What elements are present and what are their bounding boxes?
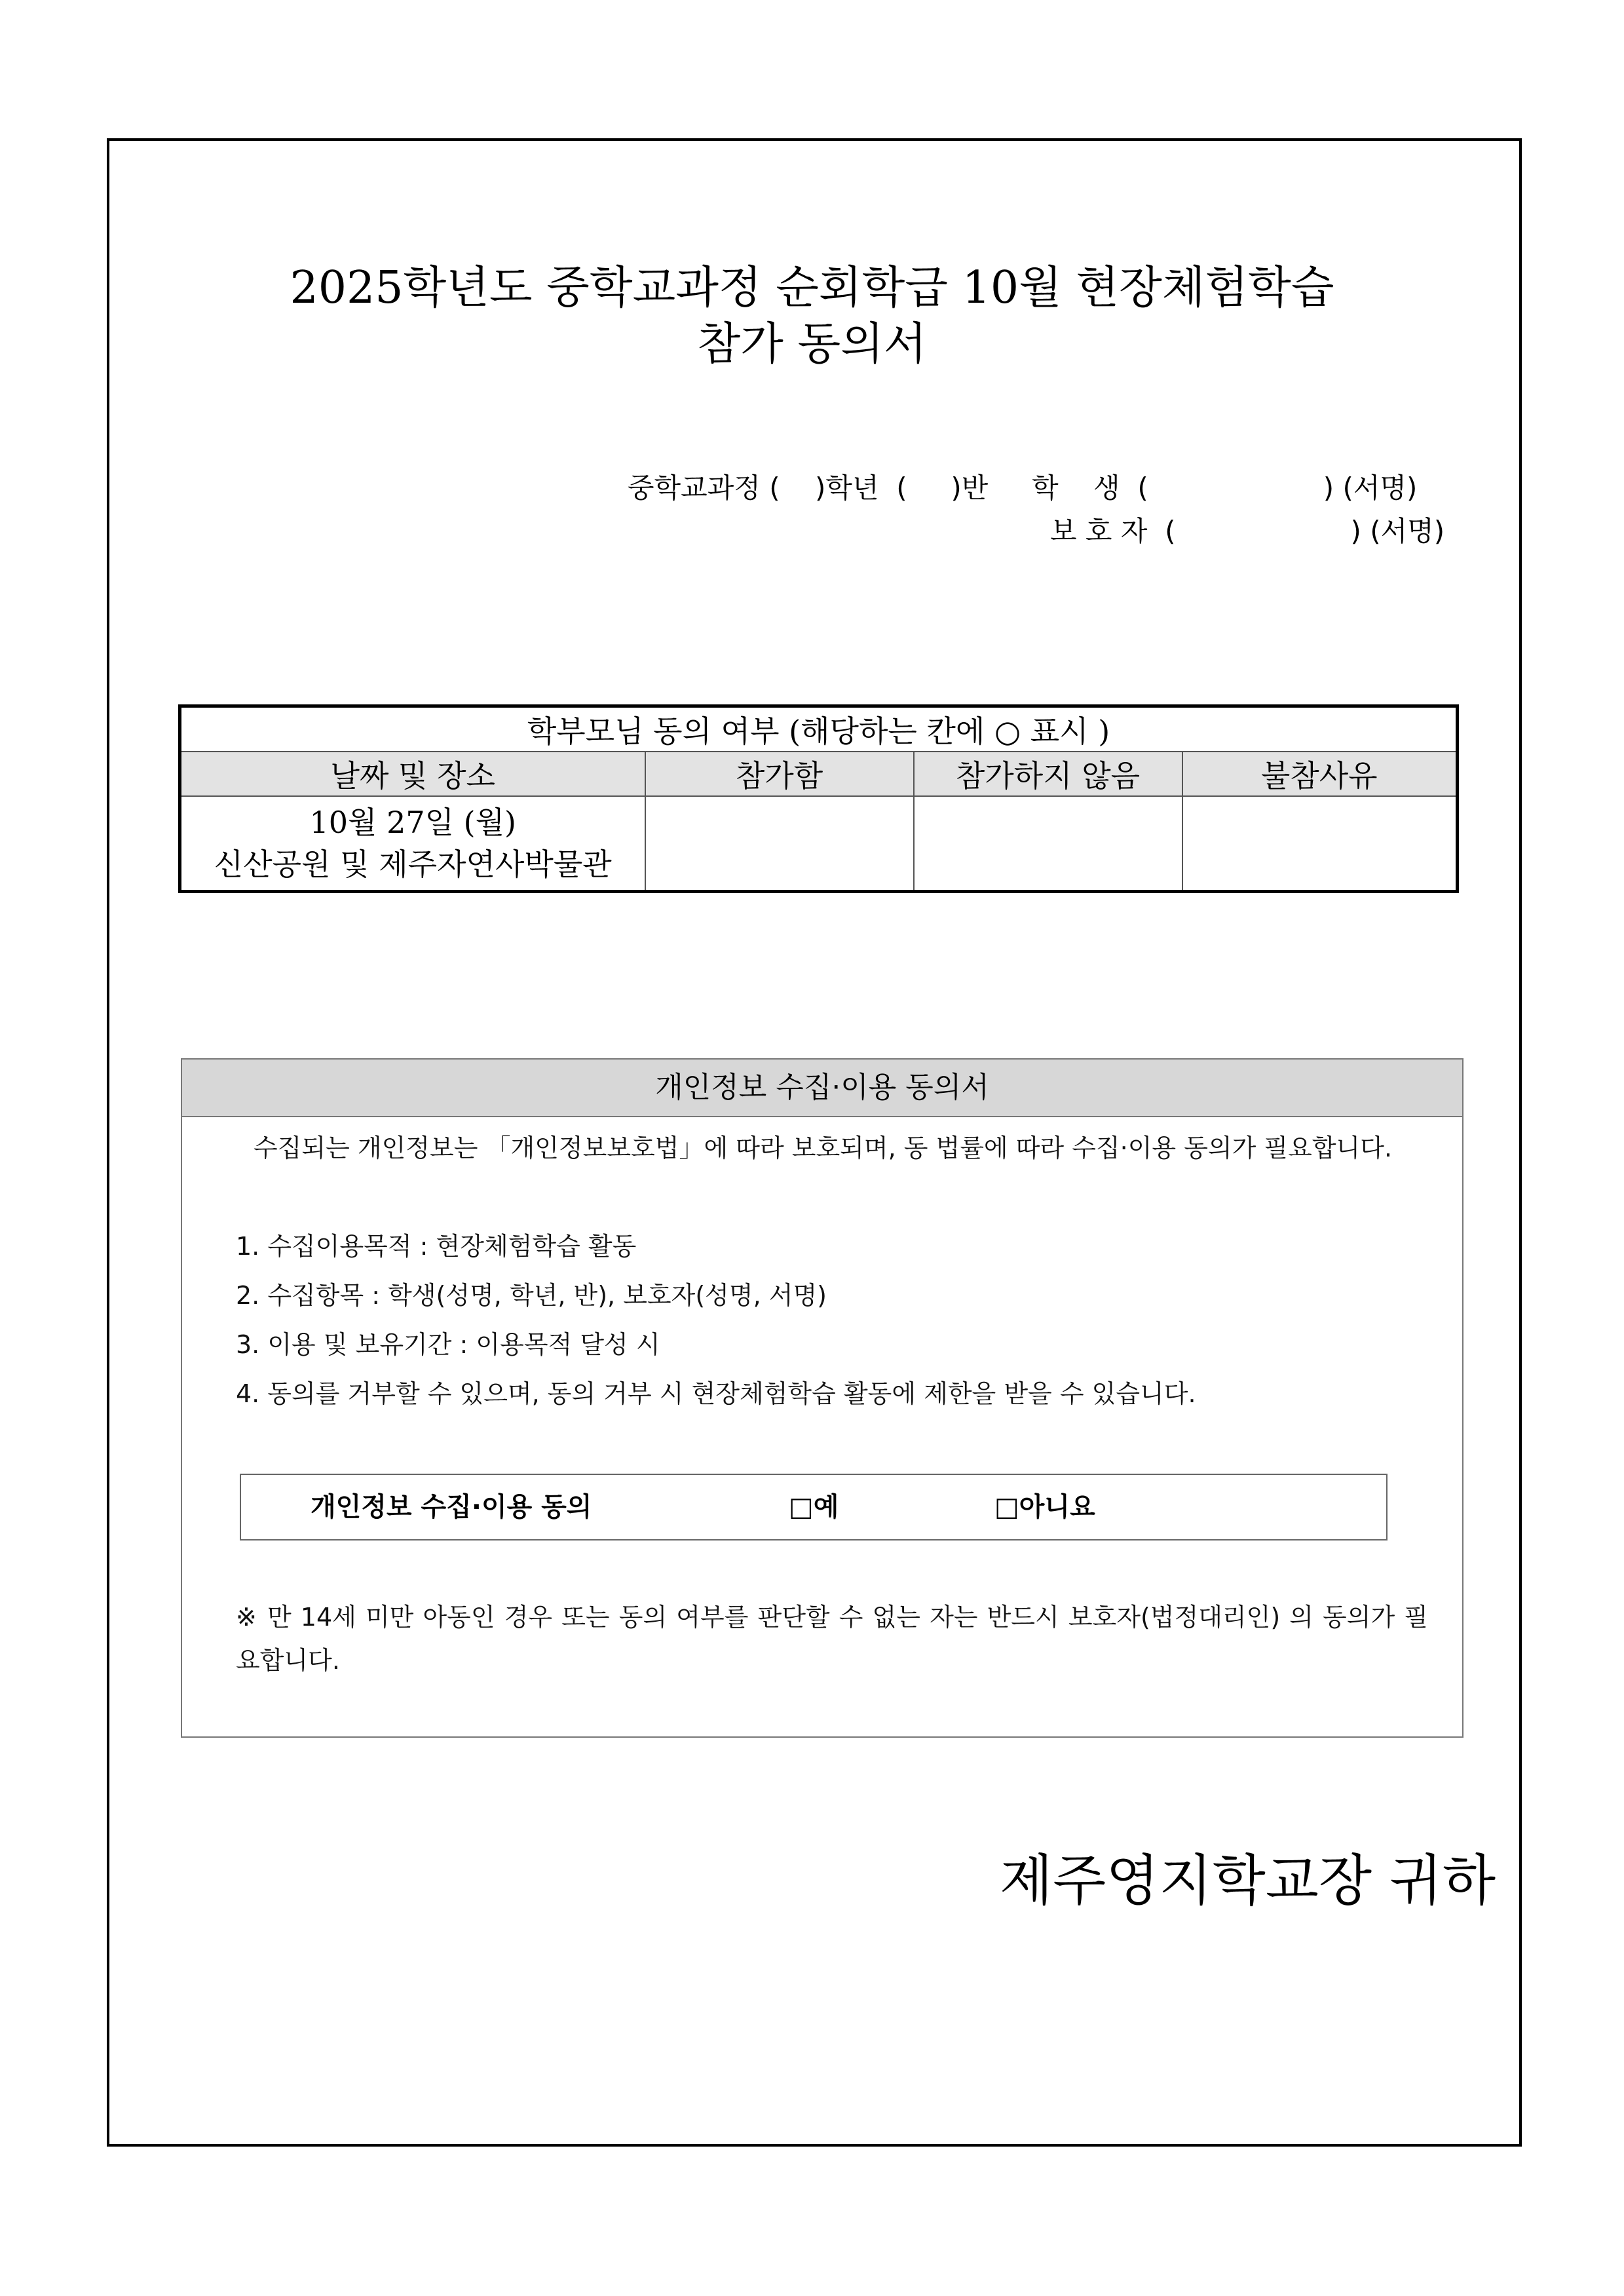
guardian-signature-line: 보 호 자 ( ) (서명) <box>1050 515 1445 547</box>
yes-checkbox[interactable]: □예 <box>789 1492 839 1522</box>
addressee: 제주영지학교장 귀하 <box>1000 1848 1496 1913</box>
date-place-cell <box>180 796 645 892</box>
privacy-agree-box <box>240 1474 1388 1540</box>
column-header-reason: 불참사유 <box>1182 752 1458 796</box>
consent-table-header: 학부모님 동의 여부 (해당하는 칸에 ○ 표시 ) <box>180 706 1458 752</box>
privacy-agree-label: 개인정보 수집·이용 동의 <box>311 1492 592 1522</box>
attend-cell[interactable] <box>645 796 914 892</box>
guardian-note: ※ 만 14세 미만 아동인 경우 또는 동의 여부를 판단할 수 없는 자는 반드시 보호자(법정대리인) 의 동의가 필요합니다. <box>236 1603 1428 1675</box>
document-title-line2: 참가 동의서 <box>697 318 927 370</box>
event-place: 신산공원 및 제주자연사박물관 <box>214 847 612 882</box>
no-checkbox[interactable]: □아니요 <box>994 1492 1095 1522</box>
privacy-consent-box <box>181 1058 1463 1738</box>
privacy-intro: 수집되는 개인정보는 「개인정보보호법」에 따라 보호되며, 동 법률에 따라 수집·이용 동의가 필요합니다. <box>253 1134 1393 1162</box>
reason-cell[interactable] <box>1182 796 1458 892</box>
document-title-line1: 2025학년도 중학교과정 순회학급 10월 현장체험학습 <box>290 262 1334 314</box>
student-signature-line: 중학교과정 ( )학년 ( )반 학 생 ( ) (서명) <box>628 472 1418 504</box>
privacy-heading: 개인정보 수집·이용 동의서 <box>182 1060 1462 1117</box>
column-header-not-attend: 참가하지 않음 <box>914 752 1182 796</box>
privacy-item: 3. 이용 및 보유기간 : 이용목적 달성 시 <box>236 1330 660 1359</box>
column-header-attend: 참가함 <box>645 752 914 796</box>
event-date: 10월 27일 (월) <box>309 805 516 840</box>
privacy-item: 4. 동의를 거부할 수 있으며, 동의 거부 시 현장체험학습 활동에 제한을 받을 수 있습니다. <box>236 1379 1196 1408</box>
column-header-date-place: 날짜 및 장소 <box>180 752 645 796</box>
not-attend-cell[interactable] <box>914 796 1182 892</box>
privacy-item: 2. 수집항목 : 학생(성명, 학년, 반), 보호자(성명, 서명) <box>236 1281 827 1310</box>
privacy-item: 1. 수집이용목적 : 현장체험학습 활동 <box>236 1232 637 1261</box>
consent-table <box>178 704 1459 893</box>
